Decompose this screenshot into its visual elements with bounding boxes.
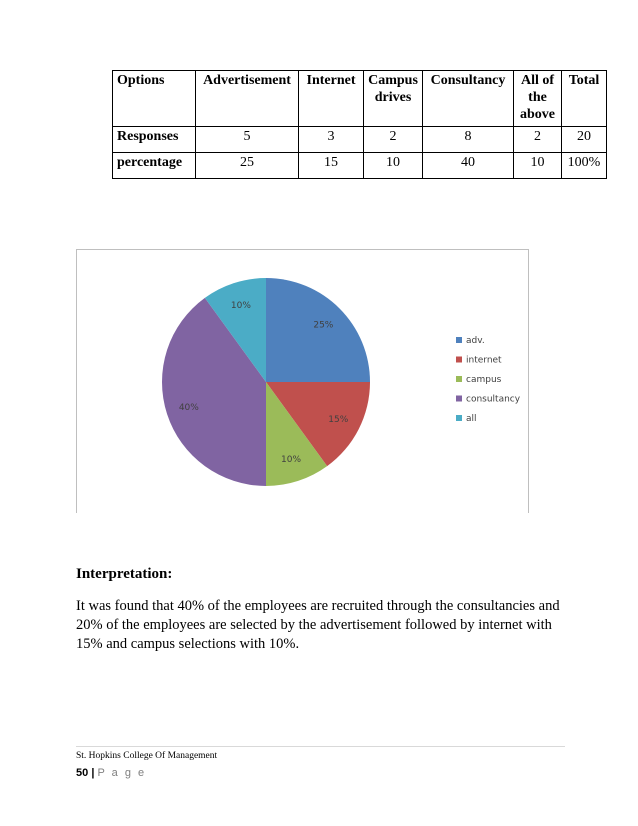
legend-swatch: [456, 337, 462, 343]
table-cell: 25: [196, 153, 299, 179]
pie-slice-label: 10%: [230, 300, 251, 311]
table-cell: 10: [514, 153, 562, 179]
table-header-row: [113, 71, 607, 127]
table-header-cell: All of the above: [514, 71, 562, 127]
table-cell: 2: [514, 127, 562, 153]
table-cell: 100%: [562, 153, 607, 179]
interpretation-heading: Interpretation:: [76, 566, 173, 582]
table-header-cell: Total: [562, 71, 607, 127]
responses-table: [112, 70, 607, 179]
table-row-label: percentage: [113, 153, 196, 179]
table-row: [113, 153, 607, 179]
pie-slice-label: 10%: [281, 455, 302, 466]
pie-slice-label: 40%: [178, 403, 199, 414]
table-cell: 3: [299, 127, 364, 153]
table-row: [113, 127, 607, 153]
legend-label: internet: [466, 355, 502, 366]
table-cell: 8: [423, 127, 514, 153]
legend-label: consultancy: [466, 394, 521, 405]
page-number: 50: [76, 767, 89, 779]
legend-label: campus: [466, 375, 502, 385]
table-cell: 40: [423, 153, 514, 179]
table-cell: 15: [299, 153, 364, 179]
footer-college-name: St. Hopkins College Of Management: [76, 751, 218, 761]
legend-swatch: [456, 415, 462, 421]
interpretation-text: It was found that 40% of the employees are recruited through the consultancies and 20% of the employees are selected by the advertisement followed by internet with 15% and campus selections with 10%.: [76, 598, 560, 652]
table-cell: 20: [562, 127, 607, 153]
table-cell: 10: [364, 153, 423, 179]
table-header-cell: Advertisement: [196, 71, 299, 127]
pie-chart: [77, 250, 528, 513]
table-header-cell: Campus drives: [364, 71, 423, 127]
table-cell: 2: [364, 127, 423, 153]
page-separator: |: [91, 767, 95, 779]
page-word: P a g e: [97, 767, 147, 779]
table-header-cell: Internet: [299, 71, 364, 127]
table-header-cell: Consultancy: [423, 71, 514, 127]
legend-swatch: [456, 376, 462, 382]
table-row-label: Responses: [113, 127, 196, 153]
table-header-cell: Options: [113, 71, 196, 127]
pie-slice-label: 25%: [313, 320, 334, 331]
footer-divider: [76, 746, 565, 747]
pie-chart-frame: [76, 249, 529, 513]
footer-page-number: [76, 767, 146, 779]
legend-label: adv.: [466, 336, 485, 346]
table-cell: 5: [196, 127, 299, 153]
pie-slice-label: 15%: [328, 414, 349, 425]
legend-label: all: [466, 414, 477, 424]
legend-swatch: [456, 396, 462, 402]
legend-swatch: [456, 357, 462, 363]
